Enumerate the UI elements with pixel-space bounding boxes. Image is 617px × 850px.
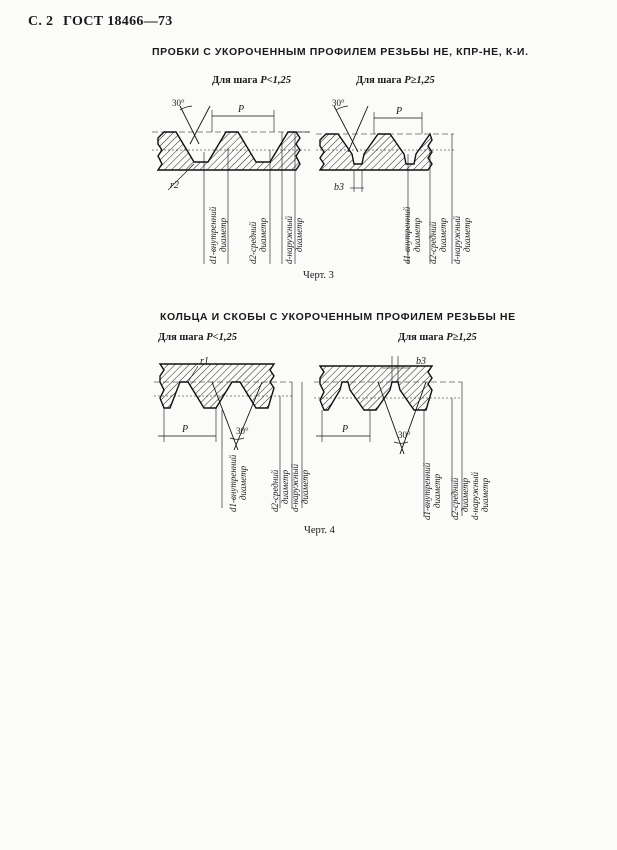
major-diameter-word-2: диаметр [462,217,472,252]
section1-right-condition: Для шага P≥1,25 [356,75,435,86]
thread-angle-label-2: 30° [332,98,345,108]
minor-diameter-label: d1-внутренний [208,206,218,264]
plug-thread-drawing-small-pitch [150,92,320,267]
ring-pitch-diameter-label-2: d2-средний [450,477,460,520]
ring-major-diameter-label-2: d-наружный [470,471,480,520]
major-diameter-label: d-наружный [284,215,294,264]
minor-diameter-label-2: d1-внутренний [402,206,412,264]
page-header [28,14,173,30]
ring-thread-drawing-small-pitch [152,352,322,512]
minor-diameter-word: диаметр [218,217,228,252]
minor-diameter-word-2: диаметр [412,217,422,252]
section1-title: ПРОБКИ С УКОРОЧЕННЫМ ПРОФИЛЕМ РЕЗЬБЫ НЕ, КПР-НЕ, К-И. [152,46,529,58]
ring-pitch-label: P [182,424,189,435]
ring-minor-diameter-word: диаметр [238,465,248,500]
standard-number: ГОСТ 18466—73 [63,14,173,29]
figure4-caption: Черт. 4 [304,525,335,536]
ring-angle-label-2: 30° [398,430,411,440]
plug-thread-drawing-large-pitch [314,92,484,267]
pitch-label: P [238,104,245,115]
ring-thread-drawing-large-pitch [312,352,497,522]
pitch-diameter-label-2: d2-средний [428,221,438,264]
figure3-caption: Черт. 3 [303,270,334,281]
root-radius-label: r2 [170,180,179,191]
ring-pitch-diameter-label: d2-средний [270,469,280,512]
pitch-diameter-word-2: диаметр [438,217,448,252]
thread-angle-label: 30° [172,98,185,108]
section2-right-condition: Для шага P≥1,25 [398,332,477,343]
major-diameter-word: диаметр [294,217,304,252]
ring-flat-width-label: b3 [416,356,426,367]
pitch-label-2: P [396,106,403,117]
ring-pitch-label-2: P [342,424,349,435]
pitch-diameter-label: d2-средний [248,221,258,264]
crest-radius-label: r1 [200,356,209,367]
ring-pitch-diameter-word: диаметр [280,469,290,504]
ring-major-diameter-word-2: диаметр [480,477,490,512]
major-diameter-label-2: d-наружный [452,215,462,264]
ring-minor-diameter-label: d1-внутренний [228,454,238,512]
page-number: С. 2 [28,14,54,29]
ring-pitch-diameter-word-2: диаметр [460,477,470,512]
ring-major-diameter-word: диаметр [300,469,310,504]
ring-angle-label: 30° [236,426,249,436]
ring-minor-diameter-label-2: d1-внутренний [422,462,432,520]
flat-width-label: b3 [334,182,344,193]
ring-major-diameter-label: d-наружный [290,463,300,512]
section2-left-condition: Для шага P<1,25 [158,332,237,343]
pitch-diameter-word: диаметр [258,217,268,252]
ring-minor-diameter-word-2: диаметр [432,473,442,508]
section2-title: КОЛЬЦА И СКОБЫ С УКОРОЧЕННЫМ ПРОФИЛЕМ РЕЗЬБЫ НЕ [160,311,516,323]
section1-left-condition: Для шага P<1,25 [212,75,291,86]
